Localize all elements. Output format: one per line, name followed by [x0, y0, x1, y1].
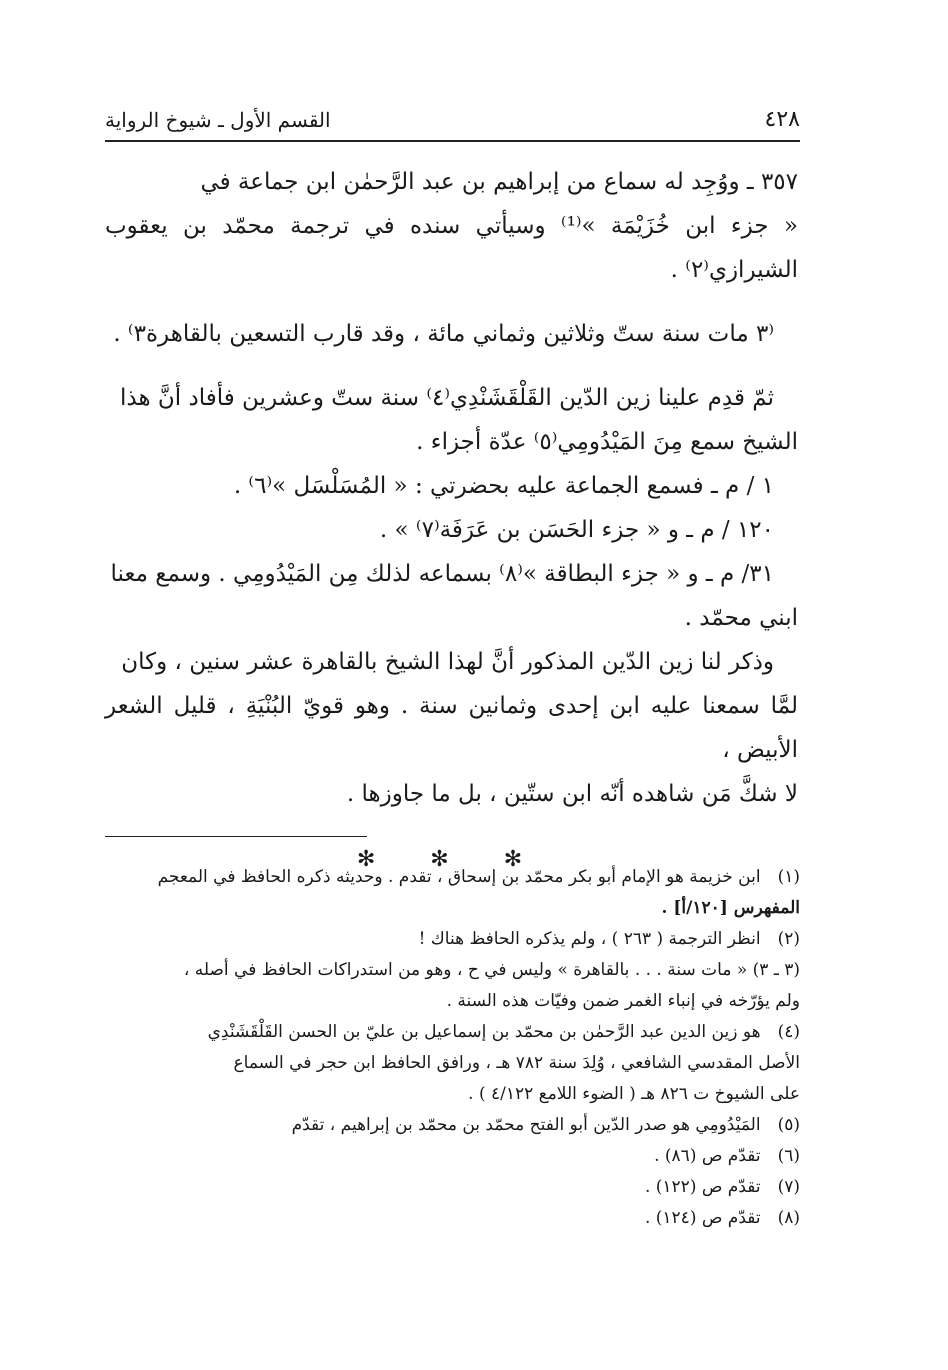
footnote-text: ابن خزيمة هو الإمام أبو بكر محمّد بن إسحاق ، تقدم . وحديثه ذكره الحافظ في المعجم	[157, 867, 761, 887]
footnote-number: (٦)	[777, 1146, 800, 1166]
paragraph-gap	[105, 356, 798, 376]
running-header	[105, 98, 800, 132]
closing-line-1: وذكر لنا زين الدّين المذكور أنَّ لهذا الشيخ بالقاهرة عشر سنين ، وكان	[121, 649, 774, 675]
footnote-6	[105, 1141, 800, 1172]
qalqashandi-line-2: الشيخ سمع مِنَ المَيْدُومِي⁽٥⁾ عدّة أجزاء .	[416, 429, 798, 455]
entry-357-line-2: « جزء ابن خُزَيْمَة »⁽¹⁾ وسيأتي سنده في ترجمة محمّد بن يعقوب الشيرازي⁽٢⁾ .	[105, 213, 799, 283]
footnote-4	[105, 1017, 800, 1048]
footnote-3-continuation: ولم يؤرّخه في إنباء الغمر ضمن وفيّات هذه السنة .	[446, 991, 800, 1011]
death-note-paragraph: ⁽٣ مات سنة ستّ وثلاثين وثماني مائة ، وقد قارب التسعين بالقاهرة٣⁾ .	[113, 321, 774, 347]
footnote-text: انظر الترجمة ( ٢٦٣ ) ، ولم يذكره الحافظ هناك !	[418, 929, 761, 949]
main-text	[105, 160, 798, 882]
closing-line-2: لمَّا سمعنا عليه ابن إحدى وثمانين سنة . وهو قويّ البُنْيَةِ ، قليل الشعر الأبيض ،	[105, 693, 798, 763]
footnote-number: (٧)	[777, 1177, 800, 1197]
footnote-2	[105, 924, 800, 955]
hearing-entry-3-line-1: ٣١/ م ـ و « جزء البطاقة »⁽٨⁾ بسماعه لذلك مِن المَيْدُومِي . وسمع معنا	[110, 561, 774, 587]
footnote-text: هو زين الدين عبد الرَّحمٰن بن محمّد بن إسماعيل بن عليّ بن الحسن القَلْقَشَنْدِي	[207, 1022, 761, 1042]
footnote-number: (٥)	[777, 1115, 800, 1135]
footnote-number: (١)	[777, 867, 800, 887]
entry-357-line-1: ٣٥٧ ـ ووُجِد له سماع من إبراهيم بن عبد الرَّحمٰن ابن جماعة في	[200, 169, 798, 195]
footnote-text: تقدّم ص (١٢٢) .	[644, 1177, 761, 1197]
footnote-8	[105, 1203, 800, 1234]
closing-line-3: لا شكَّ مَن شاهده أنّه ابن ستّين ، بل ما جاوزها .	[346, 781, 798, 807]
footnote-text: تقدّم ص (١٢٤) .	[644, 1208, 761, 1228]
section-separator-stars: ✻ ✻ ✻	[356, 847, 547, 872]
footnote-5	[105, 1110, 800, 1141]
footnote-3	[105, 955, 800, 986]
footnote-text: المَيْدُومِي هو صدر الدّين أبو الفتح محمّد بن محمّد بن إبراهيم ، تقدّم	[291, 1115, 761, 1135]
footnotes	[105, 862, 800, 1234]
footnote-text: المفهرس [١٢٠/أ] .	[661, 898, 800, 918]
footnote-1-continuation	[105, 893, 800, 924]
running-title: القسم الأول ـ شيوخ الرواية	[105, 108, 331, 132]
qalqashandi-line-1: ثمّ قدِم علينا زين الدّين القَلْقَشَنْدِي⁽٤⁾ سنة ستّ وعشرين فأفاد أنَّ هذا	[119, 385, 774, 411]
footnote-number: (٨)	[777, 1208, 800, 1228]
footnote-number: (٣ ـ ٣)	[752, 960, 800, 980]
hearing-entry-3-line-2: ابني محمّد .	[684, 605, 798, 631]
footnote-4-continuation-1: الأصل المقدسي الشافعي ، وُلِدَ سنة ٧٨٢ هـ ، ورافق الحافظ ابن حجر في السماع	[233, 1053, 800, 1073]
hearing-entry-1: ١ / م ـ فسمع الجماعة عليه بحضرتي : « المُسَلْسَل »⁽٦⁾ .	[233, 473, 774, 499]
footnote-text: تقدّم ص (٨٦) .	[654, 1146, 761, 1166]
header-rule	[105, 140, 800, 142]
hearing-entry-2: ١٢٠ / م ـ و « جزء الحَسَن بن عَرَفَة⁽٧⁾ » .	[379, 517, 774, 543]
page-number: ٤٢٨	[764, 107, 800, 132]
paragraph-gap	[105, 292, 798, 312]
footnote-1	[105, 862, 800, 893]
footnote-number: (٢)	[777, 929, 800, 949]
footnote-7	[105, 1172, 800, 1203]
footnote-4-continuation-2: على الشيوخ ت ٨٢٦ هـ ( الضوء اللامع ٤/١٢٢ ) .	[468, 1084, 800, 1104]
footnote-number: (٤)	[777, 1022, 800, 1042]
footnote-text: « مات سنة . . . بالقاهرة » وليس في ح ، وهو من استدراكات الحافظ في أصله ،	[183, 960, 748, 980]
footnote-rule	[105, 836, 367, 837]
